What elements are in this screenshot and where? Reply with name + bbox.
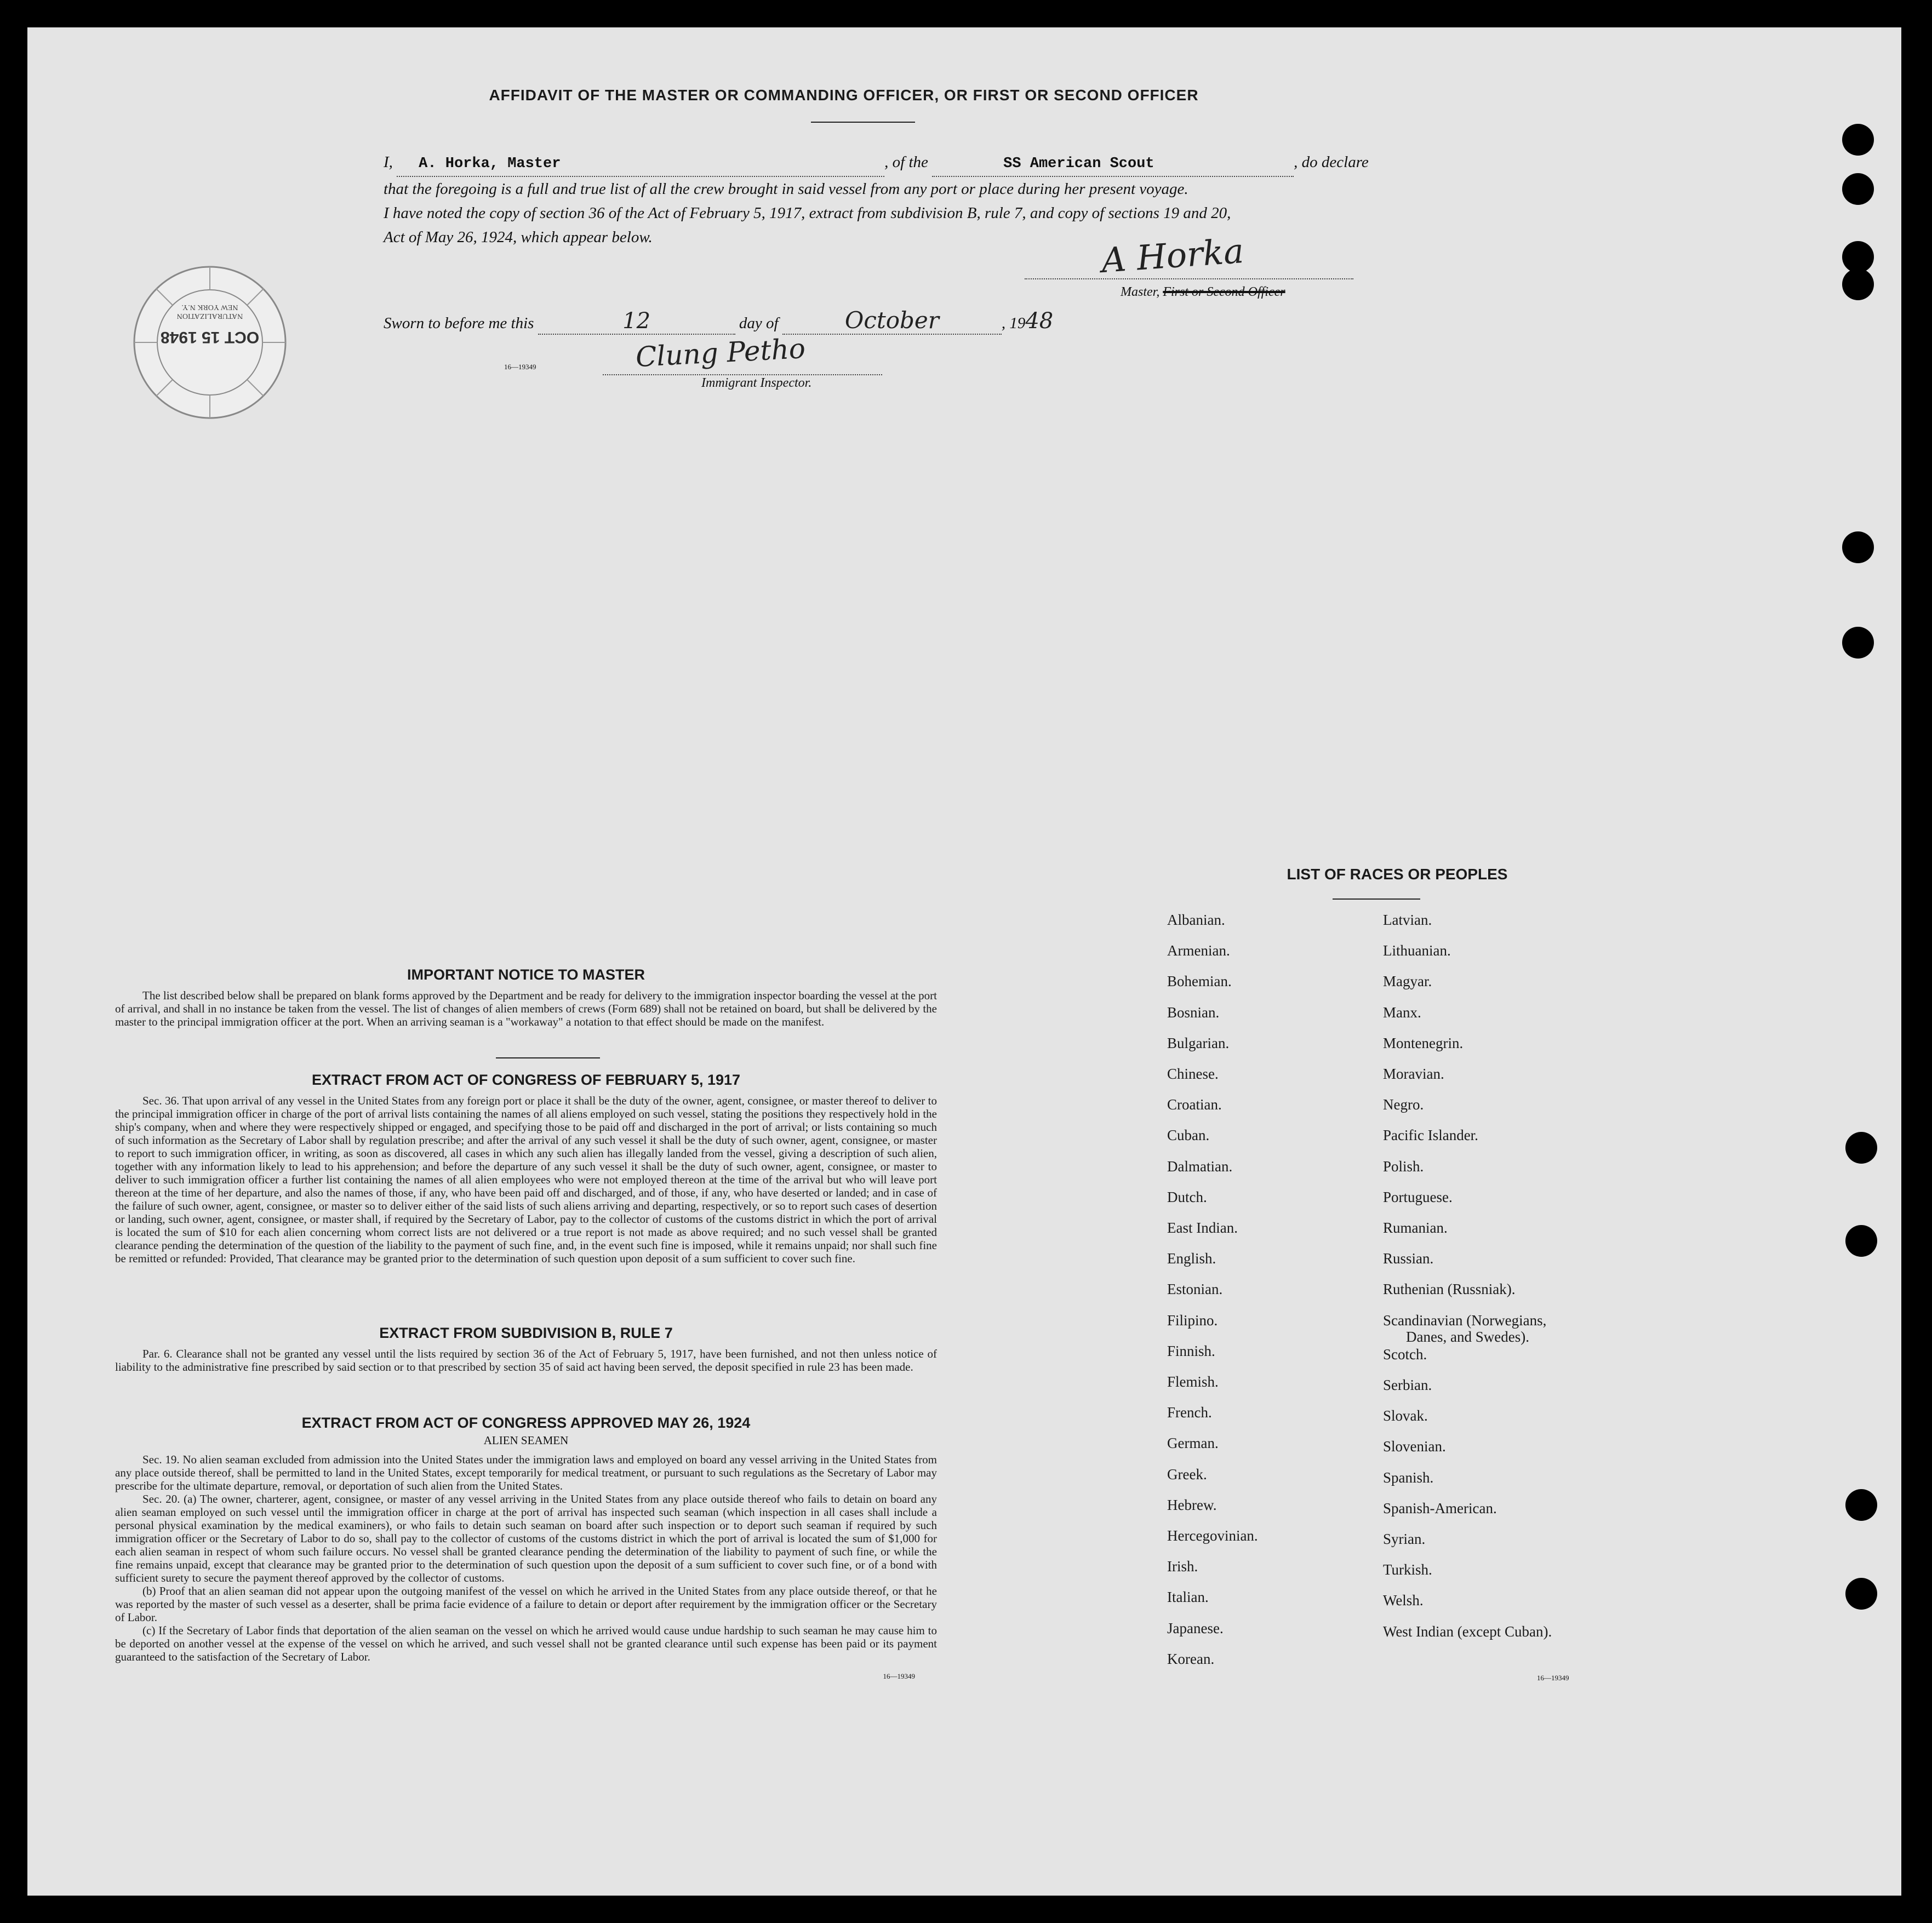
form-number: 16—19349	[883, 1672, 915, 1680]
race-item: German.	[1167, 1435, 1219, 1451]
races-title: LIST OF RACES OR PEOPLES	[1287, 866, 1508, 883]
punch-hole	[1842, 531, 1874, 563]
race-item: Finnish.	[1167, 1343, 1215, 1359]
race-item: Croatian.	[1167, 1096, 1222, 1113]
race-item: Spanish.	[1383, 1469, 1434, 1486]
punch-hole	[1845, 1489, 1877, 1521]
rule7-text: Par. 6. Clearance shall not be granted any vessel until the lists required by section 36 of the Act of February 5, 1917, have been furnished, and not then unless notice of liability to the administrative fine prescribed by said section or to that prescribed by section 35 of said act having been served, the deposit specified in rule 23 has been made.	[115, 1347, 937, 1373]
punch-hole	[1842, 268, 1874, 300]
race-item: Irish.	[1167, 1558, 1198, 1575]
race-item: East Indian.	[1167, 1220, 1238, 1236]
race-item: Cuban.	[1167, 1127, 1210, 1143]
sworn-year: 48	[1025, 308, 1054, 334]
race-item: Flemish.	[1167, 1373, 1219, 1390]
race-item: Moravian.	[1383, 1066, 1444, 1082]
extract-1917-text: Sec. 36. That upon arrival of any vessel in the United States from any foreign port or place it shall be the duty of the owner, agent, consignee, or master thereof to deliver to the principal immigration officer in charge of the port of arrival lists containing the names of all aliens employed on such vessel, stating the positions they respectively hold in the ship's company, when and where they were respectively shipped or engaged, and specifying those to be paid off and discharged in the port of arrival; or lists containing so much of such information as the Secretary of Labor shall by regulation prescribe; and after the arrival of any such vessel it shall be the duty of such owner, agent, consignee, or master to report to such immigration officer, in writing, as soon as discovered, all cases in which any such alien has illegally landed from the vessel, giving a description of such alien, together with any information likely to lead to his apprehension; and before the departure of any such vessel it shall be the duty of such owner, agent, consignee, or master to deliver to such immigration officer a further list containing the names of all alien employees who were not employed thereon at the time of the arrival but who will leave port thereon at the time of her departure, and also the names of those, if any, who have been paid off and discharged, and of those, if any, who have deserted or landed; and in case of the failure of such owner, agent, consignee, or master so to deliver either of the said lists of such aliens arriving and departing, respectively, or so to report such cases of desertion or landing, such owner, agent, consignee, or master shall, if required by the Secretary of Labor, pay to the collector of customs of the customs district in which the port of arrival is located the sum of $10 for each alien concerning whom correct lists are not delivered or a true report is not made as above required; and no such vessel shall be granted clearance pending the determination of the question of the liability to the payment of such fine, and, in the event such fine is imposed, while it remains unpaid; nor shall such fine be remitted or refunded: Provided, That clearance may be granted prior to the determination of such question upon deposit of a sum sufficient to cover such fine.	[115, 1094, 937, 1265]
of-the-label: , of the	[884, 153, 928, 171]
sworn-month: October	[782, 307, 1002, 335]
notice-title: IMPORTANT NOTICE TO MASTER	[407, 966, 645, 983]
affidavit-line4: Act of May 26, 1924, which appear below.	[384, 228, 653, 246]
sworn-line	[384, 307, 1053, 335]
punch-hole	[1842, 173, 1874, 205]
race-item: Latvian.	[1383, 912, 1432, 928]
master-name-field: A. Horka, Master	[397, 152, 884, 177]
stamp-text: NATURALIZATION NEW YORK N.Y.	[176, 303, 243, 320]
do-declare-label: , do declare	[1294, 153, 1369, 171]
signer-title-master: Master,	[1121, 285, 1160, 299]
inspector-signature-line	[603, 374, 882, 375]
race-item: Italian.	[1167, 1589, 1209, 1605]
race-item: Pacific Islander.	[1383, 1127, 1478, 1143]
affidavit-title: AFFIDAVIT OF THE MASTER OR COMMANDING OFFICER, OR FIRST OR SECOND OFFICER	[489, 87, 1199, 104]
extract-1924-title: EXTRACT FROM ACT OF CONGRESS APPROVED MAY 26, 1924	[301, 1415, 751, 1431]
race-item: Scotch.	[1383, 1346, 1427, 1363]
race-item: Syrian.	[1383, 1531, 1426, 1547]
notice-text: The list described below shall be prepared on blank forms approved by the Department and be ready for delivery to the immigration inspector boarding the vessel at the port of arrival, and shall in no instance be taken from the vessel. The list of changes of alien members of crews (Form 689) shall not be retained on board, but shall be delivered by the master to the principal immigration officer at the port. When an arriving seaman is a "workaway" a notation to that effect should be made on the manifest.	[115, 989, 937, 1028]
i-label: I,	[384, 153, 393, 171]
divider	[1333, 898, 1420, 900]
race-item: Rumanian.	[1383, 1220, 1448, 1236]
punch-hole	[1842, 124, 1874, 156]
inspector-title: Immigrant Inspector.	[701, 376, 812, 390]
race-item: French.	[1167, 1404, 1212, 1421]
day-of-label: day of	[739, 314, 779, 332]
race-item: Armenian.	[1167, 942, 1230, 959]
punch-hole	[1845, 1225, 1877, 1257]
signer-title	[1121, 285, 1285, 300]
inspector-signature: Clung Petho	[635, 332, 807, 374]
document-page	[27, 27, 1901, 1896]
race-item: Slovenian.	[1383, 1438, 1446, 1455]
race-item: Turkish.	[1383, 1561, 1432, 1578]
race-item: Montenegrin.	[1383, 1035, 1464, 1051]
race-item: Portuguese.	[1383, 1189, 1453, 1205]
race-item: Spanish-American.	[1383, 1500, 1497, 1516]
divider	[496, 1057, 600, 1058]
sworn-day: 12	[538, 308, 735, 335]
race-item: Bulgarian.	[1167, 1035, 1230, 1051]
divider	[811, 122, 915, 123]
notice-section	[115, 966, 937, 1028]
sec20b-text: (b) Proof that an alien seaman did not appear upon the outgoing manifest of the vessel on which he arrived in the United States from any place outside thereof, or that he was reported by the master of such vessel as a deserter, shall be prima facie evidence of a failure to detain or deport after requirement by the immigration officer or the Secretary of Labor.	[115, 1584, 937, 1624]
race-item: Hebrew.	[1167, 1497, 1217, 1513]
vessel-name-field: SS American Scout	[932, 152, 1294, 177]
race-item: Greek.	[1167, 1466, 1207, 1483]
race-item: Filipino.	[1167, 1312, 1218, 1329]
form-number: 16—19349	[504, 363, 536, 371]
sworn-label: Sworn to before me this	[384, 314, 534, 332]
extract-1917-section	[115, 1072, 937, 1265]
race-item: Dalmatian.	[1167, 1158, 1233, 1175]
rule7-section	[115, 1325, 937, 1373]
race-item: Dutch.	[1167, 1189, 1207, 1205]
date-stamp	[130, 263, 289, 422]
race-item: Japanese.	[1167, 1620, 1224, 1636]
race-item: Ruthenian (Russniak).	[1383, 1281, 1516, 1297]
race-item: English.	[1167, 1250, 1216, 1267]
sec20a-text: Sec. 20. (a) The owner, charterer, agent, consignee, or master of any vessel arriving in the United States from any place outside thereof who fails to detain on board any alien seaman employed on such vessel until the immigration officer in charge at the port of arrival has inspected such seaman (which inspection in all cases shall include a personal physical examination by the medical examiners), or who fails to detain such seaman on board after such inspection or to deport such seaman if required by such immigration officer or the Secretary of Labor to do so, shall pay to the collector of customs of the customs district in which the port of arrival is located the sum of $1,000 for each alien seaman in respect of whom such failure occurs. No vessel shall be granted clearance pending the determination of the liability to payment of such fine, or while the fine remains unpaid, except that clearance may be granted prior to the determination of such question upon the deposit of a sum sufficient to cover such fine, or of a bond with sufficient surety to secure the payment thereof approved by the collector of customs.	[115, 1492, 937, 1584]
punch-hole	[1842, 627, 1874, 659]
affidavit-line3: I have noted the copy of section 36 of the Act of February 5, 1917, extract from subdivision B, rule 7, and copy of sections 19 and 20,	[384, 204, 1231, 222]
affidavit-line2: that the foregoing is a full and true list of all the crew brought in said vessel from any port or place during her present voyage.	[384, 180, 1188, 198]
affidavit-statement	[384, 150, 1414, 249]
rule7-title: EXTRACT FROM SUBDIVISION B, RULE 7	[379, 1325, 673, 1341]
race-item: Chinese.	[1167, 1066, 1219, 1082]
form-number: 16—19349	[1537, 1674, 1569, 1682]
year-prefix: , 19	[1001, 314, 1026, 332]
sec19-text: Sec. 19. No alien seaman excluded from admission into the United States under the immigration laws and employed on board any vessel arriving in the United States from any place outside thereof, shall be permitted to land in the United States, except temporarily for medical treatment, or pursuant to such regulations as the Secretary of Labor may prescribe for the ultimate departure, removal, or deportation of such alien from the United States.	[115, 1453, 937, 1492]
race-item: Estonian.	[1167, 1281, 1223, 1297]
signer-title-struck: First or Second Officer	[1163, 285, 1285, 299]
race-item: Negro.	[1383, 1096, 1424, 1113]
race-item: Korean.	[1167, 1651, 1215, 1667]
extract-1924-section	[115, 1415, 937, 1681]
affidavit-line1	[384, 150, 1414, 177]
race-item: Slovak.	[1383, 1407, 1428, 1424]
race-item: Bosnian.	[1167, 1004, 1220, 1021]
race-item: Welsh.	[1383, 1592, 1424, 1609]
race-item: Polish.	[1383, 1158, 1424, 1175]
race-item: Magyar.	[1383, 973, 1432, 989]
sec20c-text: (c) If the Secretary of Labor finds that deportation of the alien seaman on the vessel on which he arrived would cause undue hardship to such seaman he may cause him to be deported on another vessel at the expense of the vessel on which he arrived, and such vessel shall not be granted clearance until such expense has been paid or its payment guaranteed to the satisfaction of the Secretary of Labor.	[115, 1624, 937, 1663]
race-item: Danes, and Swedes).	[1406, 1329, 1529, 1345]
stamp-date: OCT 15 1948	[160, 328, 260, 346]
race-item: Lithuanian.	[1383, 942, 1451, 959]
race-item: West Indian (except Cuban).	[1383, 1623, 1552, 1640]
extract-1924-subtitle: ALIEN SEAMEN	[483, 1434, 569, 1447]
race-item: Bohemian.	[1167, 973, 1232, 989]
race-item: Manx.	[1383, 1004, 1421, 1021]
punch-hole	[1845, 1132, 1877, 1164]
extract-1917-title: EXTRACT FROM ACT OF CONGRESS OF FEBRUARY 5, 1917	[311, 1072, 741, 1088]
punch-hole	[1845, 1578, 1877, 1610]
race-item: Russian.	[1383, 1250, 1434, 1267]
race-item: Serbian.	[1383, 1377, 1432, 1393]
race-item: Albanian.	[1167, 912, 1225, 928]
race-item: Scandinavian (Norwegians,	[1383, 1312, 1547, 1329]
signature-line	[1025, 278, 1353, 279]
race-item: Hercegovinian.	[1167, 1527, 1258, 1544]
master-signature: A Horka	[1100, 231, 1245, 281]
